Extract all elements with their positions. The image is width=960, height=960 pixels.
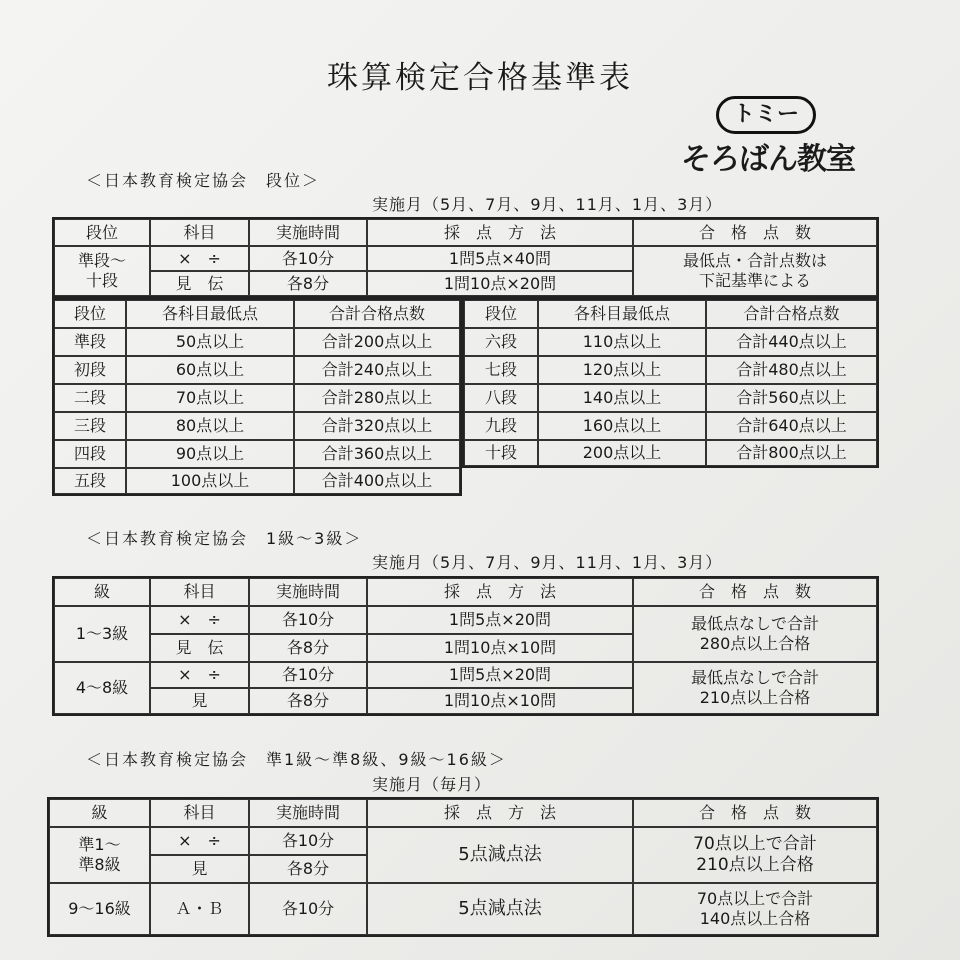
pass-line2: 140点以上合格 (699, 909, 811, 928)
header-rank: 段位 (54, 219, 150, 246)
criteria-rank: 五段 (54, 468, 126, 494)
section3-heading: ＜日本教育検定協会 準1級〜準8級、9級〜16級＞ (86, 750, 507, 769)
criteria-rank: 三段 (54, 412, 126, 440)
header-subject: 科目 (150, 219, 249, 246)
time-cell: 各10分 (249, 606, 367, 634)
time-cell: 各8分 (249, 271, 367, 296)
pass-line2: 210点以上合格 (699, 688, 811, 707)
criteria-rank: 七段 (464, 356, 538, 384)
criteria-min: 200点以上 (538, 440, 706, 466)
criteria-min: 140点以上 (538, 384, 706, 412)
section1-heading: ＜日本教育検定協会 段位＞ (86, 171, 321, 190)
subject-cell: 見 (150, 688, 249, 714)
header-method: 採 点 方 法 (367, 799, 633, 827)
criteria-total: 合計560点以上 (706, 384, 877, 412)
criteria-rank: 十段 (464, 440, 538, 466)
header-method: 採 点 方 法 (367, 219, 633, 246)
method-cell: 1問10点×10問 (367, 634, 633, 662)
criteria-total: 合計240点以上 (294, 356, 460, 384)
section1-months: 実施月（5月、7月、9月、11月、1月、3月） (372, 195, 723, 214)
logo-main-text: そろばん教室 (681, 142, 855, 177)
method-cell: 1問5点×40問 (367, 246, 633, 271)
rank-cell (54, 246, 150, 296)
subject-cell: × ÷ (150, 606, 249, 634)
header-method: 採 点 方 法 (367, 578, 633, 606)
criteria-total: 合計800点以上 (706, 440, 877, 466)
rank-line1: 準段〜 (77, 251, 126, 270)
subject-cell: × ÷ (150, 827, 249, 855)
pass-line2: 280点以上合格 (699, 634, 811, 653)
grade-line2: 準8級 (78, 855, 121, 874)
grade-cell: 1〜3級 (54, 606, 150, 662)
time-cell: 各8分 (249, 688, 367, 714)
criteria-total: 合計200点以上 (294, 328, 460, 356)
pass-line1: 最低点・合計点数は (682, 251, 827, 270)
criteria-min: 100点以上 (126, 468, 294, 494)
pass-line1: 最低点なしで合計 (690, 614, 819, 633)
method-cell: 5点減点法 (367, 883, 633, 935)
criteria-min: 80点以上 (126, 412, 294, 440)
pass-line1: 70点以上で合計 (693, 833, 817, 854)
header-time: 実施時間 (249, 578, 367, 606)
school-logo (658, 96, 878, 176)
criteria-rank: 初段 (54, 356, 126, 384)
subject-cell: × ÷ (150, 662, 249, 688)
pass-cell (633, 662, 877, 714)
header-grade: 級 (54, 578, 150, 606)
pass-cell (633, 606, 877, 662)
pass-cell (633, 246, 877, 296)
header-pass: 合 格 点 数 (633, 799, 877, 827)
pass-line1: 最低点なしで合計 (690, 668, 819, 687)
criteria-total: 合計640点以上 (706, 412, 877, 440)
criteria-rank: 六段 (464, 328, 538, 356)
header-time: 実施時間 (249, 219, 367, 246)
section2-months: 実施月（5月、7月、9月、11月、1月、3月） (372, 553, 723, 572)
time-cell: 各10分 (249, 662, 367, 688)
method-cell: 5点減点法 (367, 827, 633, 883)
criteria-rank: 二段 (54, 384, 126, 412)
criteria-rank: 四段 (54, 440, 126, 468)
header-pass: 合 格 点 数 (633, 219, 877, 246)
criteria-header-rank: 段位 (464, 300, 538, 328)
criteria-header-min: 各科目最低点 (538, 300, 706, 328)
subject-cell: × ÷ (150, 246, 249, 271)
method-cell: 1問5点×20問 (367, 662, 633, 688)
method-cell: 1問5点×20問 (367, 606, 633, 634)
header-subject: 科目 (150, 799, 249, 827)
section3-table (47, 797, 879, 937)
subject-cell: 見 (150, 855, 249, 883)
criteria-rank: 準段 (54, 328, 126, 356)
criteria-right-table (462, 298, 879, 468)
page-title: 珠算検定合格基準表 (327, 60, 633, 96)
criteria-min: 160点以上 (538, 412, 706, 440)
criteria-min: 110点以上 (538, 328, 706, 356)
time-cell: 各8分 (249, 634, 367, 662)
criteria-min: 50点以上 (126, 328, 294, 356)
rank-line2: 十段 (85, 271, 118, 290)
criteria-total: 合計440点以上 (706, 328, 877, 356)
criteria-min: 90点以上 (126, 440, 294, 468)
time-cell: 各10分 (249, 827, 367, 855)
pass-line2: 下記基準による (698, 271, 811, 290)
criteria-total: 合計360点以上 (294, 440, 460, 468)
criteria-rank: 八段 (464, 384, 538, 412)
criteria-total: 合計400点以上 (294, 468, 460, 494)
criteria-left-table (52, 298, 462, 496)
logo-top-text: トミー (716, 96, 816, 134)
pass-line2: 210点以上合格 (696, 855, 814, 875)
section3-months: 実施月（毎月） (372, 775, 492, 794)
subject-cell: 見 伝 (150, 634, 249, 662)
criteria-rank: 九段 (464, 412, 538, 440)
grade-cell (49, 827, 150, 883)
subject-cell: 見 伝 (150, 271, 249, 296)
header-grade: 級 (49, 799, 150, 827)
criteria-min: 120点以上 (538, 356, 706, 384)
criteria-total: 合計480点以上 (706, 356, 877, 384)
subject-cell: Ａ・Ｂ (150, 883, 249, 935)
time-cell: 各10分 (249, 246, 367, 271)
grade-cell: 4〜8級 (54, 662, 150, 714)
criteria-total: 合計320点以上 (294, 412, 460, 440)
header-pass: 合 格 点 数 (633, 578, 877, 606)
section2-heading: ＜日本教育検定協会 1級〜3級＞ (86, 529, 363, 548)
time-cell: 各10分 (249, 883, 367, 935)
method-cell: 1問10点×10問 (367, 688, 633, 714)
pass-line1: 70点以上で合計 (696, 889, 814, 908)
header-subject: 科目 (150, 578, 249, 606)
header-time: 実施時間 (249, 799, 367, 827)
pass-cell (633, 883, 877, 935)
criteria-header-rank: 段位 (54, 300, 126, 328)
method-cell: 1問10点×20問 (367, 271, 633, 296)
section1-table (52, 217, 879, 298)
grade-cell: 9〜16級 (49, 883, 150, 935)
grade-line1: 準1〜 (78, 835, 121, 854)
time-cell: 各8分 (249, 855, 367, 883)
criteria-header-total: 合計合格点数 (294, 300, 460, 328)
criteria-header-total: 合計合格点数 (706, 300, 877, 328)
criteria-header-min: 各科目最低点 (126, 300, 294, 328)
pass-cell (633, 827, 877, 883)
section2-table (52, 576, 879, 716)
criteria-min: 60点以上 (126, 356, 294, 384)
criteria-total: 合計280点以上 (294, 384, 460, 412)
criteria-min: 70点以上 (126, 384, 294, 412)
